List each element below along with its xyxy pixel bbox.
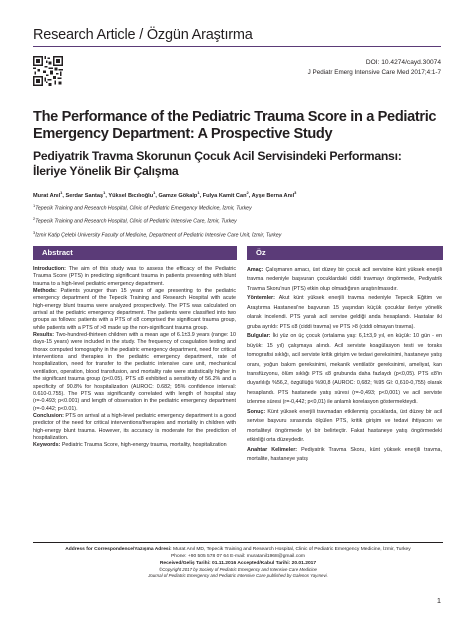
article-title: The Performance of the Pediatric Trauma Score in a Pediatric Emergency Department: A Prospective Study [33,109,437,142]
author-affiliation-number: 1 [60,190,63,195]
affiliation-text: İzmir Katip Çelebi University Faculty of Medicine, Department of Pediatric Intensive Care Unit, İzmir, Turkey [35,232,282,239]
author-name: Yüksel Bıcılıoğlu [108,192,154,199]
author-affiliation-number: 1 [153,190,156,195]
address-text: Murat Anıl MD, Tepecik Training and Research Hospital, Clinic of Pediatric Emergency Medicine, İzmir, Turkey [172,547,411,552]
oz-sonuc [247,408,442,446]
author-affiliation-number: 2 [246,190,249,195]
section-label: Amaç: [247,267,264,273]
author-name: Serdar Santaş [65,192,104,199]
affiliation-item [33,214,443,227]
author-list: Murat Anıl$^1$, Serdar Santaş$^1$, Yüksel Bıcılıoğlu$^1$, Gamze Gökalp$^1$, Fulya Kamit Can$^2$, Ayşe Berna Anıl$^3$ [33,190,297,199]
section-label: Introduction: [33,266,66,272]
affiliation-number: 3 [33,229,36,235]
section-text: Two-hundred-thirteen children with a mean age of 6.1±3.9 years (range: 10 days-15 years) were included in the study. The frequency of coagulation testing and thorax computed tomography in the pediatric emergency department, need for critical interventions and therapies in the pediatric emergency department, rate of hospitalization, need for transfer to the pediatric intensive care unit, mechanical ventilation, operation, blood transfusion, and mortality rate were statistically higher in the significant trauma group (p<0.05). PTS ≤8 exhibited a sensitivity of 56.2% and a specificity of 90.8% for hospitalization (AUROC: 0.682; 95% confidence interval: 0.610-0.755). The PTS was significantly correlated with length of hospital stay (r=-0.493; p<0.001) and length of observation in the pediatric emergency department (r=-0.442; p<0.01). [33,332,236,412]
turkish-title-line2: İleriye Yönelik Bir Çalışma [33,164,179,178]
affiliation-number: 1 [33,203,36,208]
section-label: Conclusion: [33,412,64,419]
section-text: Pediatric Trauma Score, high-energy trauma, mortality, hospitalization [61,442,227,449]
affiliation-number: 2 [33,216,36,222]
section-label: Bulgular: [247,333,271,340]
section-label: Results: [33,332,55,339]
author-affiliation-number: 3 [294,190,297,195]
section-label: Sonuç: [247,408,266,415]
section-label: Anahtar Kelimeler: [247,446,298,453]
oz-body [247,266,442,465]
oz-yontemler [247,294,442,332]
affiliation-text: Tepecik Training and Research Hospital, Clinic of Pediatric Intensive Care, İzmir, Turkey [35,219,237,226]
affiliation-text: Tepecik Training and Research Hospital, Clinic of Pediatric Emergency Medicine, İzmir, Turkey [35,205,252,212]
contact-line: Phone: +90 505 578 07 64 E-mail: muratanil1968@gmail.com [171,554,305,559]
oz-heading: Öz [247,246,443,260]
affiliation-item [33,201,443,214]
author-name: Fulya Kamit Can [202,192,247,199]
copyright-line: ©Copyright 2017 by Society of Pediatric Emergency and Intensive Care Medicine [159,567,317,572]
section-text: Çalışmanın amacı, üst düzey bir çocuk acil servisine künt yüksek enerjili travma nedeniyle başvuran çocuklardaki ciddi travmayı öngörmede, Pediyatrik Travma Skoru'nun (PTS) etkin olup olmadığının araştırılmasıdır. [247,267,442,292]
header-divider [33,46,441,47]
qr-code-icon [33,56,63,86]
section-text: Pediyatrik Travma Skoru, künt yüksek enerjili travma, mortalite, hastaneye yatış [247,446,442,463]
author-affiliation-number: 1 [197,190,200,195]
abstract-methods [33,288,236,332]
doi: DOI: 10.4274/cayd.30074 [365,59,441,66]
oz-anahtar-kelimeler [247,446,442,465]
received-date: Received/Geliş Tarihi: 01.11.2016 [159,561,237,566]
publisher-line: Journal of Pediatric Emergency and Pediatric Intensive Care published by Galenos Yayınevi. [148,573,328,578]
section-label: Research Article / Özgün Araştırma [33,27,253,43]
section-text: The aim of this study was to assess the efficacy of the Pediatric Trauma Score (PTS) in predicting significant trauma in patients presenting with blunt trauma to a high-level pediatric emergency department. [33,266,236,287]
abstract-body [33,266,236,450]
address-label: Address for Correspondence/Yazışma Adresi: [65,547,172,552]
abstract-results [33,332,236,413]
accepted-date: Accepted/Kabul Tarihi: 20.01.2017 [237,561,317,566]
abstract-introduction [33,266,236,288]
journal-citation: J Pediatr Emerg Intensive Care Med 2017;4:1-7 [307,68,441,76]
section-text: Akut künt yüksek enerjili travma nedeniyle Tepecik Eğitim ve Araştırma Hastanesi'ne başvuran 15 yaşından küçük çocuklar ileriye yönelik olarak incelendi. PTS yaralı acil servise geldiği anda hesaplandı. Hastalar iki gruba ayrıldı: PTS ≤8 (ciddi travma) ve PTS >8 (ciddi olmayan travma). [247,295,442,330]
page-number: 1 [436,596,441,605]
section-label: Methods: [33,288,57,295]
author-affiliation-number: 1 [103,190,106,195]
turkish-title-line1: Pediyatrik Travma Skorunun Çocuk Acil Servisindeki Performansı: [33,149,402,163]
author-name: Gamze Gökalp [158,192,198,199]
author-name: Murat Anıl [33,192,61,199]
affiliation-list [33,201,443,241]
footer-divider [33,542,443,543]
section-text: Künt yüksek enerjili travmadan etkilenmiş çocuklarda, üst düzey bir acil servise başvuru sırasında ölçülen PTS, kritik girişim ve tedavi ihtiyacını ve mortaliteyi öngörmede iyi bir belirteçtir. Fakat hastaneye yatış öngörmedeki etkinliği orta düzeydedir. [247,408,442,444]
oz-amac [247,266,442,294]
correspondence-address [33,546,443,553]
oz-bulgular [247,332,442,408]
section-text: PTS on arrival at a high-level pediatric emergency department is a good predictor of the need for critical interventions/therapies and mortality in children with high-energy blunt trauma. However, its accuracy is moderate for the prediction of hospitalization. [33,412,236,441]
dates-line [33,560,443,567]
abstract-heading: Abstract [33,246,237,260]
abstract-conclusion [33,413,236,442]
correspondence-footer [33,546,443,579]
author-name: Ayşe Berna Anıl [251,192,295,199]
affiliation-item [33,228,443,241]
section-text: İki yüz on üç çocuk (ortalama yaş: 6,1±3,9 yıl, en küçük: 10 gün - en büyük: 15 yıl) çalışmaya alındı. Acil serviste koagülasyon testi ve toraks tomografisi sıklığı, acil serviste kritik girişim ve tedavi gereksinimi, hastaneye yatış oranı, yoğun bakım gereksinimi, mekanik ventilatör gereksinimi, ameliyat, kan transfüzyonu, ölüm sıklığı PTS ≤8 grubunda daha fazlaydı (p<0,05). PTS ≤8'in duyarlılığı %56,2, özgüllüğü %90,8 (AUROC: 0,682; %95 GI: 0,610-0,755) olarak hesaplandı. PTS hastanede yatış süresi (r=-0,493; p<0,001) ve acil serviste izlenme süresi (r=-0,442; p<0,01) ile anlamlı korelasyon göstermekteydi. [247,333,442,406]
section-label: Yöntemler: [247,295,275,302]
abstract-keywords [33,442,236,449]
section-label: Keywords: [33,442,61,449]
section-text: Patients younger than 15 years of age presenting to the pediatric emergency department of the Tepecik Training and Research Hospital with acute high-energy blunt trauma were analyzed prospectively. The PTS was calculated on arrival at the pediatric emergency department. The patients were classified into two groups as follows: patients with a PTS of ≤8 comprised the significant trauma group, while patients with a PTS of >8 made up the non-significant trauma group. [33,288,236,331]
turkish-title [33,149,443,179]
doi-block [308,58,441,77]
